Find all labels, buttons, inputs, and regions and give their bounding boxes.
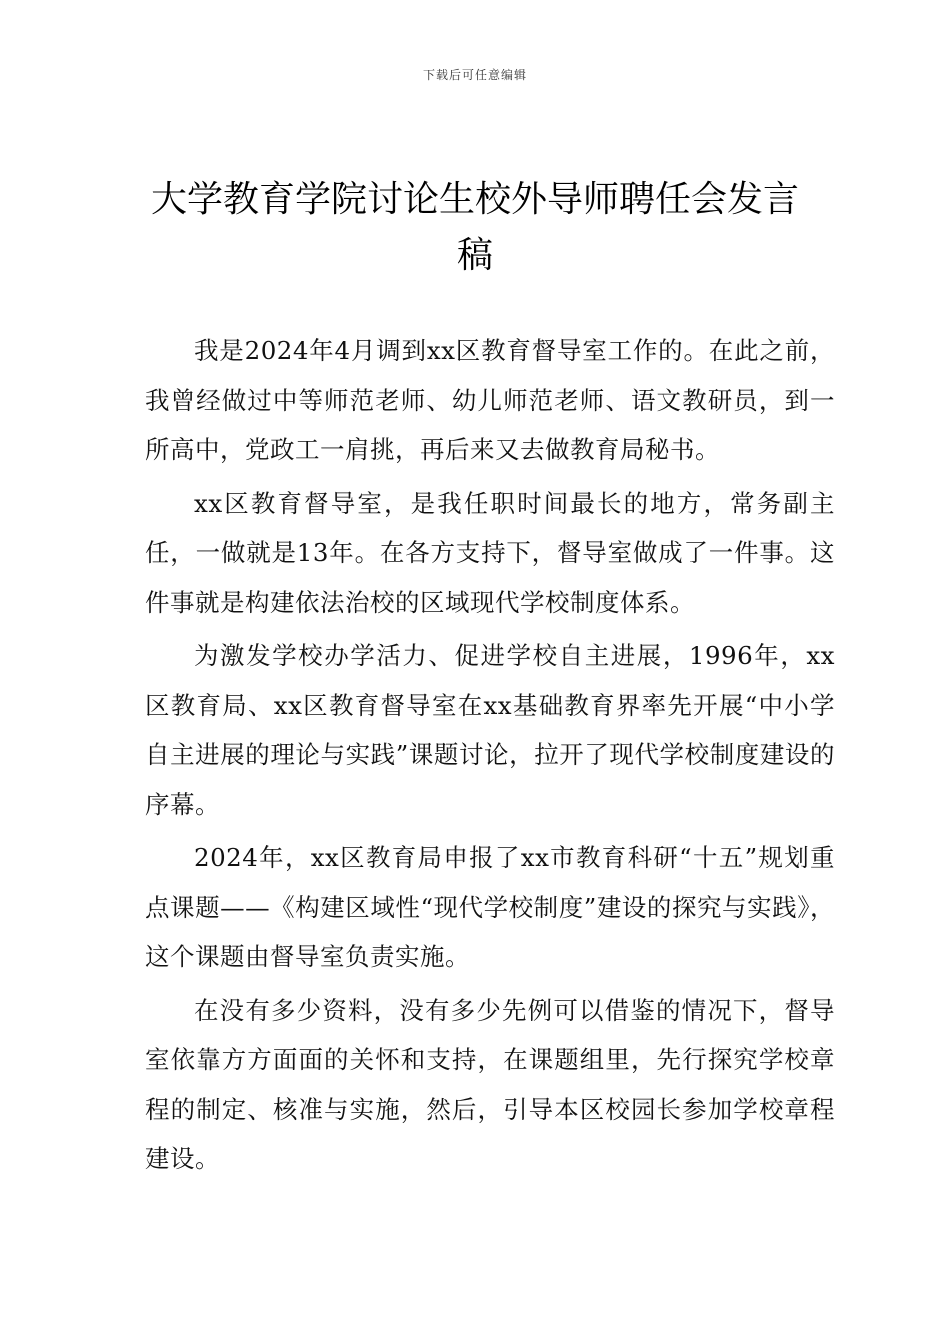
header-note: 下载后可任意编辑 — [422, 68, 527, 82]
document-title: 大学教育学院讨论生校外导师聘任会发言稿 — [150, 179, 799, 276]
paragraph-4: 2024年，xx区教育局申报了xx市教育科研“十五”规划重点课题——《构建区域性“现代学校制度”建设的探究与实践》，这个课题由督导室负责实施。 — [145, 843, 835, 971]
paragraph-2: xx区教育督导室，是我任职时间最长的地方，常务副主任，一做就是13年。在各方支持下，督导室做成了一件事。这件事就是构建依法治校的区域现代学校制度体系。 — [145, 488, 835, 617]
paragraph-1: 我是2024年4月调到xx区教育督导室工作的。在此之前，我曾经做过中等师范老师、幼儿师范老师、语文教研员，到一所高中，党政工一肩挑，再后来又去做教育局秘书。 — [145, 336, 835, 464]
paragraph-3: 为激发学校办学活力、促进学校自主进展，1996年，xx区教育局、xx区教育督导室在xx基础教育界率先开展“中小学自主进展的理论与实践”课题讨论，拉开了现代学校制度建设的序幕。 — [145, 641, 835, 819]
paragraph-5: 在没有多少资料，没有多少先例可以借鉴的情况下，督导室依靠方方面面的关怀和支持，在课题组里，先行探究学校章程的制定、核准与实施，然后，引导本区校园长参加学校章程建设。 — [145, 995, 835, 1173]
document-body — [145, 326, 835, 1188]
